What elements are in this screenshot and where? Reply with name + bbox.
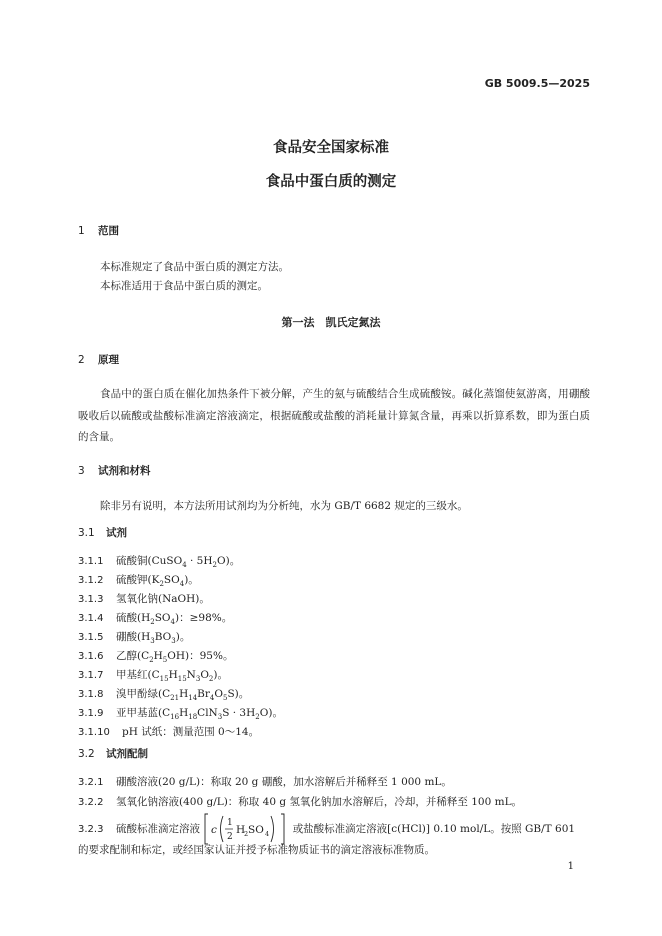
subscript: 3 — [195, 675, 201, 684]
item-text: O)。 — [217, 555, 241, 567]
subscript: 4 — [209, 694, 215, 703]
formula-denominator: 2 — [227, 832, 234, 842]
formula-h: H — [236, 824, 246, 836]
item-text: Br — [197, 688, 210, 700]
item-text: O — [214, 688, 223, 700]
section-2-heading — [78, 352, 119, 367]
subscript: 21 — [170, 694, 180, 703]
item-number: 3.2.3 — [78, 824, 104, 835]
item-text: 或盐酸标准滴定溶液[c(HCl)] 0.10 mol/L。按照 GB/T 601 — [292, 823, 576, 835]
section-3-1-heading — [78, 525, 127, 540]
reagent-item — [78, 667, 228, 683]
subscript: 2 — [212, 561, 217, 570]
item-text: 乙醇(C — [116, 650, 150, 662]
subscript: 2 — [208, 675, 214, 684]
reagent-item — [78, 572, 199, 588]
reagent-item — [78, 648, 233, 664]
subscript: 2 — [150, 618, 155, 627]
document-subtitle: 食品中蛋白质的测定 — [265, 174, 397, 190]
item-text: 硼酸(H — [116, 631, 151, 643]
item-text: 硫酸(H — [116, 612, 151, 624]
subscript: 15 — [159, 675, 169, 684]
reagent-item — [78, 610, 232, 626]
item-text: 硫酸标准滴定溶液 — [116, 823, 200, 835]
item-text: S)。 — [227, 688, 250, 700]
section-number: 2 — [78, 354, 85, 366]
item-text: 硼酸溶液(20 g/L)：称取 20 g 硼酸，加水溶解后并稀释至 1 000 mL。 — [116, 776, 452, 788]
subscript: 4 — [182, 561, 187, 570]
subscript: 5 — [222, 694, 228, 703]
section-number: 3.2 — [78, 748, 95, 760]
subscript: 18 — [188, 713, 198, 722]
item-number: 3.1.6 — [78, 651, 104, 662]
item-text: )：≥98%。 — [175, 612, 233, 624]
standard-number: GB 5009.5—2025 — [484, 77, 590, 90]
principle-paragraph: 食品中的蛋白质在催化加热条件下被分解，产生的氨与硫酸结合生成硫酸铵。碱化蒸馏使氨游离，用硼酸吸收后以硫酸或盐酸标准滴定溶液滴定，根据硫酸或盐酸的消耗量计算氮含量，再乘以折算系数，即为蛋白质的含量。 — [78, 388, 590, 443]
reagent-item — [78, 686, 249, 702]
item-text: · 5H — [186, 555, 213, 567]
section-title: 试剂配制 — [106, 748, 148, 760]
item-text: 溴甲酚绿(C — [116, 688, 171, 700]
section-number: 1 — [78, 225, 85, 237]
section-title: 范围 — [98, 225, 119, 237]
reagent-item — [78, 724, 259, 739]
preparation-item — [78, 794, 522, 809]
formula-so-sub: 4 — [265, 830, 270, 838]
item-text: BO — [154, 631, 172, 643]
item-text: 亚甲基蓝(C — [116, 707, 171, 719]
method-title: 第一法 凯氏定氮法 — [281, 316, 381, 329]
item-number: 3.1.8 — [78, 689, 104, 700]
subscript: 5 — [162, 656, 168, 665]
item-text: H — [179, 707, 189, 719]
item-number: 3.1.9 — [78, 708, 104, 719]
subscript: 3 — [150, 637, 155, 646]
reagent-item — [78, 591, 210, 606]
item-number: 3.1.3 — [78, 594, 104, 605]
item-text: O — [200, 669, 209, 681]
section-number: 3.1 — [78, 527, 95, 539]
item-text: ClN — [197, 707, 218, 719]
item-text: pH 试纸：测量范围 0～14。 — [122, 726, 260, 738]
item-text: H — [168, 669, 178, 681]
item-text: 硫酸铜(CuSO — [116, 555, 183, 567]
section-title: 试剂 — [106, 527, 127, 539]
section-number: 3 — [78, 465, 85, 477]
item-text: SO — [154, 612, 171, 624]
section-title: 原理 — [98, 354, 119, 366]
document-title: 食品安全国家标准 — [273, 140, 389, 156]
item-text: 硫酸钾(K — [116, 574, 160, 586]
item-number: 3.2.2 — [78, 797, 104, 808]
reagent-item — [78, 629, 190, 645]
reagent-item — [78, 705, 283, 721]
item-text: S · 3H — [222, 707, 256, 719]
formula-c: c — [211, 824, 218, 836]
section-3-heading — [78, 463, 151, 478]
item-text: 甲基红(C — [116, 669, 160, 681]
item-text: N — [186, 669, 196, 681]
scope-paragraph-1: 本标准规定了食品中蛋白质的测定方法。 — [100, 261, 289, 273]
item-text: SO — [163, 574, 180, 586]
section-3-2-heading — [78, 746, 148, 761]
item-number: 3.1.1 — [78, 556, 104, 567]
subscript: 4 — [179, 580, 185, 589]
subscript: 3 — [217, 713, 223, 722]
item-number: 3.1.5 — [78, 632, 104, 643]
item-text: OH)：95%。 — [167, 650, 234, 662]
item-text: H — [153, 650, 163, 662]
subscript: 14 — [188, 694, 198, 703]
subscript: 2 — [159, 580, 164, 589]
formula-so: SO — [248, 824, 265, 836]
item-number: 3.2.1 — [78, 777, 104, 788]
formula-h-sub: 2 — [244, 830, 249, 838]
page-number: 1 — [567, 861, 574, 872]
item-text: H — [179, 688, 189, 700]
section-title: 试剂和材料 — [98, 465, 151, 477]
item-text: )。 — [213, 669, 228, 681]
item-text: 氢氧化钠(NaOH)。 — [116, 593, 210, 605]
item-number: 3.1.2 — [78, 575, 104, 586]
scope-paragraph-2: 本标准适用于食品中蛋白质的测定。 — [100, 280, 268, 292]
subscript: 2 — [149, 656, 154, 665]
item-number: 3.1.4 — [78, 613, 104, 624]
item-text: O)。 — [259, 707, 283, 719]
section-1-heading — [78, 223, 119, 238]
subscript: 4 — [170, 618, 176, 627]
preparation-item — [78, 774, 452, 789]
item-number: 3.1.10 — [78, 727, 110, 738]
formula-numerator: 1 — [227, 818, 234, 828]
subscript: 16 — [170, 713, 180, 722]
subscript: 2 — [255, 713, 260, 722]
subscript: 15 — [177, 675, 187, 684]
item-text: )。 — [184, 574, 199, 586]
subscript: 3 — [171, 637, 176, 646]
reagents-intro-paragraph: 除非另有说明，本方法所用试剂均为分析纯，水为 GB/T 6682 规定的三级水。 — [100, 500, 468, 512]
reagent-item — [78, 553, 240, 569]
item-text: )。 — [175, 631, 191, 643]
item-number: 3.1.7 — [78, 670, 104, 681]
preparation-item-continuation: 的要求配制和标定，或经国家认证并授予标准物质证书的滴定溶液标准物质。 — [78, 844, 435, 856]
item-text: 氢氧化钠溶液(400 g/L)：称取 40 g 氢氧化钠加水溶解后，冷却，并稀释至 100 mL。 — [116, 796, 523, 808]
